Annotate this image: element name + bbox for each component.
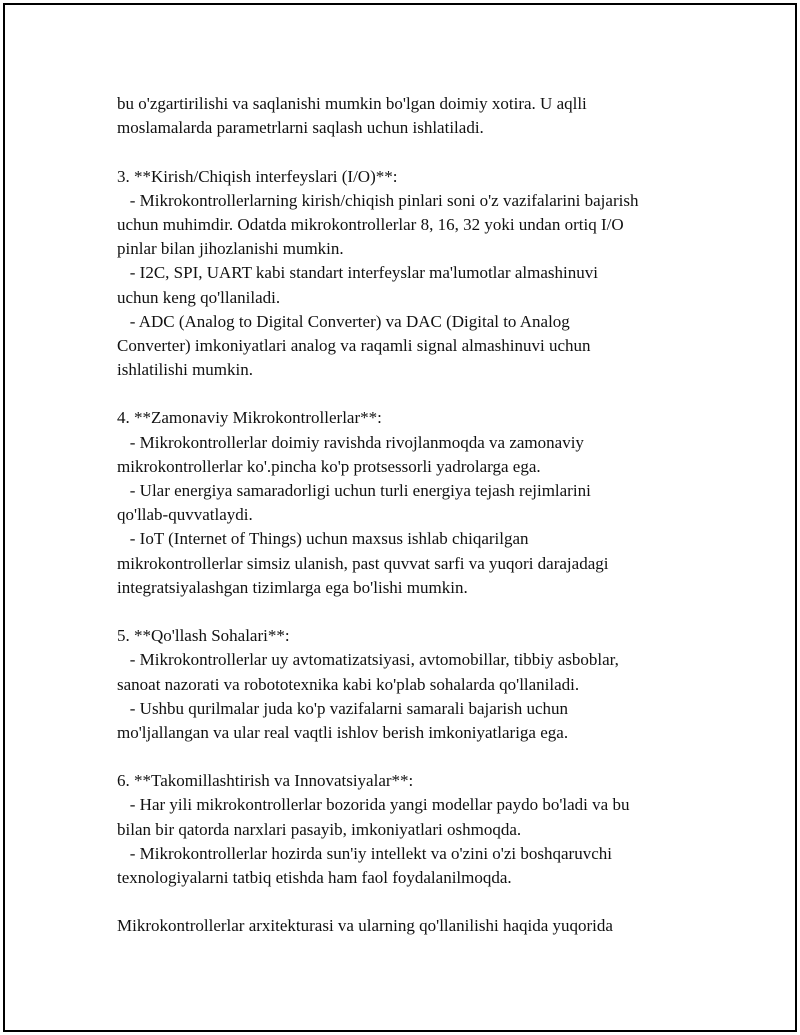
- text-line: 3. **Kirish/Chiqish interfeyslari (I/O)**:: [117, 166, 398, 186]
- blank-line: [117, 600, 717, 624]
- text-line: - ADC (Analog to Digital Converter) va DAC (Digital to Analog: [117, 311, 570, 331]
- text-line: Converter) imkoniyatlari analog va raqamli signal almashinuvi uchun: [117, 335, 591, 355]
- text-line: - Mikrokontrollerlar uy avtomatizatsiyasi, avtomobillar, tibbiy asboblar,: [117, 650, 619, 670]
- text-line: - Mikrokontrollerlar doimiy ravishda rivojlanmoqda va zamonaviy: [117, 432, 584, 452]
- text-line: integratsiyalashgan tizimlarga ega bo'lishi mumkin.: [117, 577, 468, 597]
- text-line: bilan bir qatorda narxlari pasayib, imkoniyatlari oshmoqda.: [117, 819, 522, 839]
- text-line: 6. **Takomillashtirish va Innovatsiyalar**:: [117, 771, 414, 791]
- blank-line: [117, 890, 717, 914]
- text-line: texnologiyalarni tatbiq etishda ham faol foydalanilmoqda.: [117, 868, 512, 887]
- text-line: mo'ljallangan va ular real vaqtli ishlov berish imkoniyatlariga ega.: [117, 722, 569, 742]
- text-line: 5. **Qo'llash Sohalari**:: [117, 626, 290, 646]
- blank-line: [117, 140, 717, 164]
- text-line: uchun keng qo'llaniladi.: [117, 287, 281, 307]
- text-line: mikrokontrollerlar simsiz ulanish, past quvvat sarfi va yuqori darajadagi: [117, 553, 609, 573]
- text-line: mikrokontrollerlar ko'.pincha ko'p protsessorli yadrolarga ega.: [117, 456, 541, 476]
- text-line: sanoat nazorati va robototexnika kabi ko'plab sohalarda qo'llaniladi.: [117, 674, 580, 694]
- text-line: ishlatilishi mumkin.: [117, 360, 254, 380]
- text-line: - Ular energiya samaradorligi uchun turli energiya tejash rejimlarini: [117, 481, 591, 500]
- text-line: - I2C, SPI, UART kabi standart interfeyslar ma'lumotlar almashinuvi: [117, 263, 598, 283]
- text-line: - Ushbu qurilmalar juda ko'p vazifalarni samarali bajarish uchun: [117, 698, 569, 718]
- text-line: 4. **Zamonaviy Mikrokontrollerlar**:: [117, 408, 382, 428]
- text-line: moslamalarda parametrlarni saqlash uchun ishlatiladi.: [117, 118, 484, 138]
- text-line: - Mikrokontrollerlar hozirda sun'iy intellekt va o'zini o'zi boshqaruvchi: [117, 843, 612, 863]
- blank-line: [117, 745, 717, 769]
- document-body: [117, 92, 717, 939]
- text-line: qo'llab-quvvatlaydi.: [117, 505, 253, 525]
- blank-line: [117, 382, 717, 406]
- text-line: pinlar bilan jihozlanishi mumkin.: [117, 239, 344, 259]
- text-line: Mikrokontrollerlar arxitekturasi va ularning qo'llanilishi haqida yuqorida: [117, 916, 613, 936]
- text-line: - Mikrokontrollerlarning kirish/chiqish pinlari soni o'z vazifalarini bajarish: [117, 190, 639, 210]
- text-line: - IoT (Internet of Things) uchun maxsus ishlab chiqarilgan: [117, 529, 529, 549]
- text-line: bu o'zgartirilishi va saqlanishi mumkin bo'lgan doimiy xotira. U aqlli: [117, 94, 587, 113]
- text-line: uchun muhimdir. Odatda mikrokontrollerlar 8, 16, 32 yoki undan ortiq I/O: [117, 214, 624, 234]
- text-line: - Har yili mikrokontrollerlar bozorida yangi modellar paydo bo'ladi va bu: [117, 795, 630, 815]
